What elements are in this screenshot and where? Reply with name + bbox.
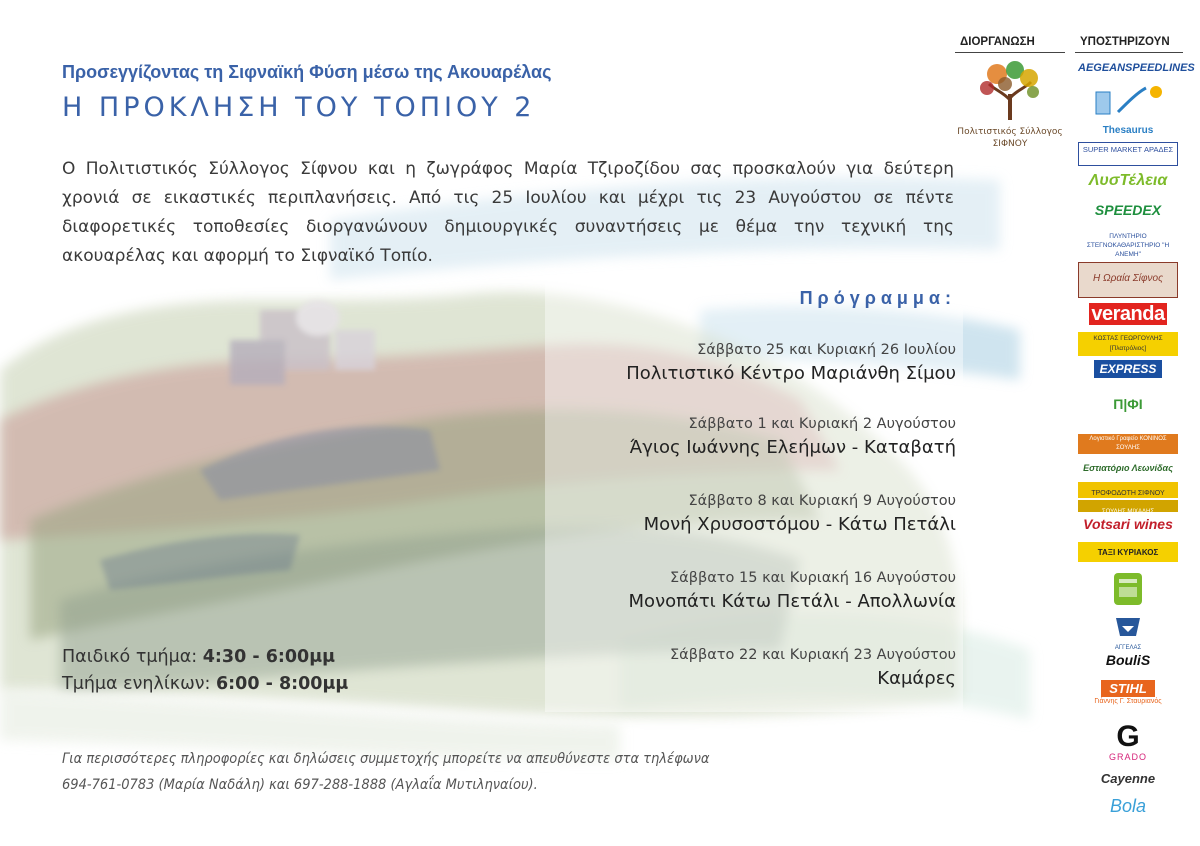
sponsor-logo-boulis — [1078, 652, 1178, 676]
class-times — [62, 644, 348, 698]
session-dates: Σάββατο 25 και Κυριακή 26 Ιουλίου — [697, 342, 956, 358]
session-item — [670, 647, 956, 689]
session-dates: Σάββατο 8 και Κυριακή 9 Αυγούστου — [688, 493, 956, 509]
sponsor-name: AEGEANSPEEDLINES — [1078, 62, 1195, 74]
sponsor-name: Γιάννης Γ. Σταυριανός — [1094, 698, 1162, 705]
session-item — [644, 493, 956, 535]
sponsor-logo-lystelia — [1078, 172, 1178, 196]
program-panel — [545, 268, 963, 712]
intro-paragraph: Ο Πολιτιστικός Σύλλογος Σίφνου και η ζωγράφος Μαρία Τζιροζίδου σας προσκαλούν για δεύτερη χρονιά σε εικαστικές περιπλανήσεις. Από τις 25 Ιουλίου και μέχρι τις 23 Αυγούστου σε πέντε διαφορετικές τοποθεσίες διοργανώνουν δημιουργικές συναντήσεις με θέμα την τεχνική της ακουαρέλας και αφορμή το Σιφναϊκό Τοπίο. — [62, 159, 954, 266]
grado-g-icon: G — [1116, 720, 1140, 753]
sponsor-name: ΤΑΞΙ ΚΥΡΙΑΚΟΣ — [1097, 548, 1159, 557]
session-place: Μονοπάτι Κάτω Πετάλι - Απολλωνία — [628, 591, 956, 612]
organizer-logo — [955, 60, 1065, 150]
sponsor-name: ΤΡΟΦΟΔΟΤΗ ΣΙΦΝΟΥ — [1091, 490, 1165, 497]
sponsor-logo-leonidas — [1078, 458, 1178, 478]
contact-info — [62, 746, 710, 798]
sponsor-name: Votsari wines — [1083, 516, 1173, 532]
sponsor-logo-angelas — [1078, 614, 1178, 651]
plane-shield-icon — [1112, 614, 1144, 640]
session-place: Καμάρες — [877, 668, 956, 689]
sponsor-name: ΛυσΤέλεια — [1088, 172, 1168, 189]
sponsor-name: Bola — [1109, 796, 1147, 816]
session-item — [629, 570, 956, 612]
sponsor-logo-anemi — [1078, 232, 1178, 258]
sponsor-logo-bola — [1078, 796, 1178, 824]
sponsor-name: veranda — [1091, 303, 1165, 325]
sponsor-name: Cayenne — [1100, 771, 1156, 786]
kicker-subtitle: Προσεγγίζοντας τη Σιφναϊκή Φύση μέσω της Ακουαρέλας — [62, 62, 552, 82]
adults-label: Τμήμα ενηλίκων: — [62, 674, 216, 694]
sponsor-logo-stihl — [1078, 680, 1178, 716]
sponsor-logo-votsari — [1078, 516, 1178, 538]
sun-wave-icon — [1088, 84, 1168, 120]
supporters-divider — [1075, 52, 1183, 53]
sponsor-logo-green-badge — [1078, 570, 1178, 610]
adults-time-value: 6:00 - 8:00μμ — [215, 674, 349, 694]
sponsor-name: SPEEDEX — [1094, 202, 1162, 218]
sponsor-name: Η Ωραία Σίφνος — [1093, 273, 1163, 284]
session-dates: Σάββατο 1 και Κυριακή 2 Αυγούστου — [688, 416, 956, 432]
sponsor-name: ΑΓΓΕΛΑΣ — [1114, 645, 1142, 651]
organizer-heading: ΔΙΟΡΓΑΝΩΣΗ — [960, 36, 1035, 48]
contact-line: Για περισσότερες πληροφορίες και δηλώσεις συμμετοχής μπορείτε να απευθύνεστε στα τηλέφωνα — [62, 751, 710, 767]
sponsor-logo-express — [1078, 360, 1178, 390]
session-dates: Σάββατο 22 και Κυριακή 23 Αυγούστου — [670, 647, 956, 663]
tree-logo-icon — [975, 60, 1045, 122]
sponsor-name: ΠΛΥΝΤΗΡΙΟ ΣΤΕΓΝΟΚΑΘΑΡΙΣΤΗΡΙΟ "Η ΑΝΕΜΗ" — [1086, 233, 1170, 258]
sponsor-name: BouliS — [1105, 652, 1151, 668]
contact-phones: 694-761-0783 (Μαρία Ναδάλη) και 697-288-1888 (Αγλαΐα Μυτιληναίου). — [62, 777, 538, 793]
sponsor-logo-veranda — [1078, 303, 1178, 327]
sponsor-logo-soulis — [1078, 500, 1178, 515]
badge-icon — [1111, 570, 1145, 608]
sponsor-name: GRADO — [1108, 752, 1147, 762]
sponsor-logo-georgoulis — [1078, 332, 1178, 356]
kids-class-time — [62, 644, 348, 671]
organizer-divider — [955, 52, 1065, 53]
sponsor-logo-taxi-kyriakos — [1078, 542, 1178, 562]
supporters-heading: ΥΠΟΣΤΗΡΙΖΟΥΝ — [1080, 36, 1170, 48]
session-place: Πολιτιστικό Κέντρο Μαριάνθη Σίμου — [626, 363, 956, 384]
organizer-caption: ΣΙΦΝΟΥ — [992, 139, 1028, 149]
session-item — [630, 416, 956, 458]
sponsor-name: Thesaurus — [1102, 125, 1154, 136]
kids-time-value: 4:30 - 6:00μμ — [202, 647, 335, 667]
sponsor-name: Π|ΦΙ — [1113, 396, 1143, 412]
session-place: Μονή Χρυσοστόμου - Κάτω Πετάλι — [643, 514, 956, 535]
kids-label: Παιδικό τμήμα: — [62, 647, 203, 667]
sponsor-name: ΣΟΥΛΗΣ ΜΙΧΑΛΗΣ — [1101, 509, 1155, 515]
organizer-caption: Πολιτιστικός Σύλλογος — [957, 127, 1063, 137]
sponsor-logo-cayenne — [1078, 770, 1178, 792]
page-title: Η ΠΡΟΚΛΗΣΗ ΤΟΥ ΤΟΠΙΟΥ 2 — [62, 92, 536, 123]
sponsor-logo-grado — [1078, 722, 1178, 768]
sponsor-logo-thesaurus — [1078, 84, 1178, 136]
sponsor-logo-speedex — [1078, 202, 1178, 228]
session-dates: Σάββατο 15 και Κυριακή 16 Αυγούστου — [670, 570, 956, 586]
sponsor-logo-pifi — [1078, 396, 1178, 430]
sponsor-logo-aegean — [1078, 58, 1195, 80]
sponsor-name: SUPER MARKET ΑΡΑΔΕΣ — [1082, 145, 1174, 154]
sponsor-name: STIHL — [1101, 680, 1155, 697]
sponsor-logo-aradesmarket — [1078, 142, 1178, 166]
session-item — [626, 342, 956, 384]
sponsor-name: Εστιατόριο Λεωνίδας — [1083, 463, 1173, 473]
sponsor-logo-trofodoti — [1078, 482, 1178, 498]
sponsor-logo-koninos — [1078, 434, 1178, 454]
program-heading: Πρόγραμμα: — [799, 288, 956, 308]
sponsor-name: ΚΩΣΤΑΣ ΓΕΩΡΓΟΥΛΗΣ [Πλατρόλιος] — [1093, 335, 1163, 352]
sponsor-name: EXPRESS — [1094, 360, 1163, 378]
session-place: Άγιος Ιωάννης Ελεήμων - Καταβατή — [629, 437, 956, 458]
sponsor-logo-oraia-sifnos — [1078, 262, 1178, 298]
sponsor-name: Λογιστικό Γραφείο ΚΟΝΙΝΟΣ ΣΟΥΛΗΣ — [1089, 436, 1167, 451]
adults-class-time — [62, 671, 348, 698]
